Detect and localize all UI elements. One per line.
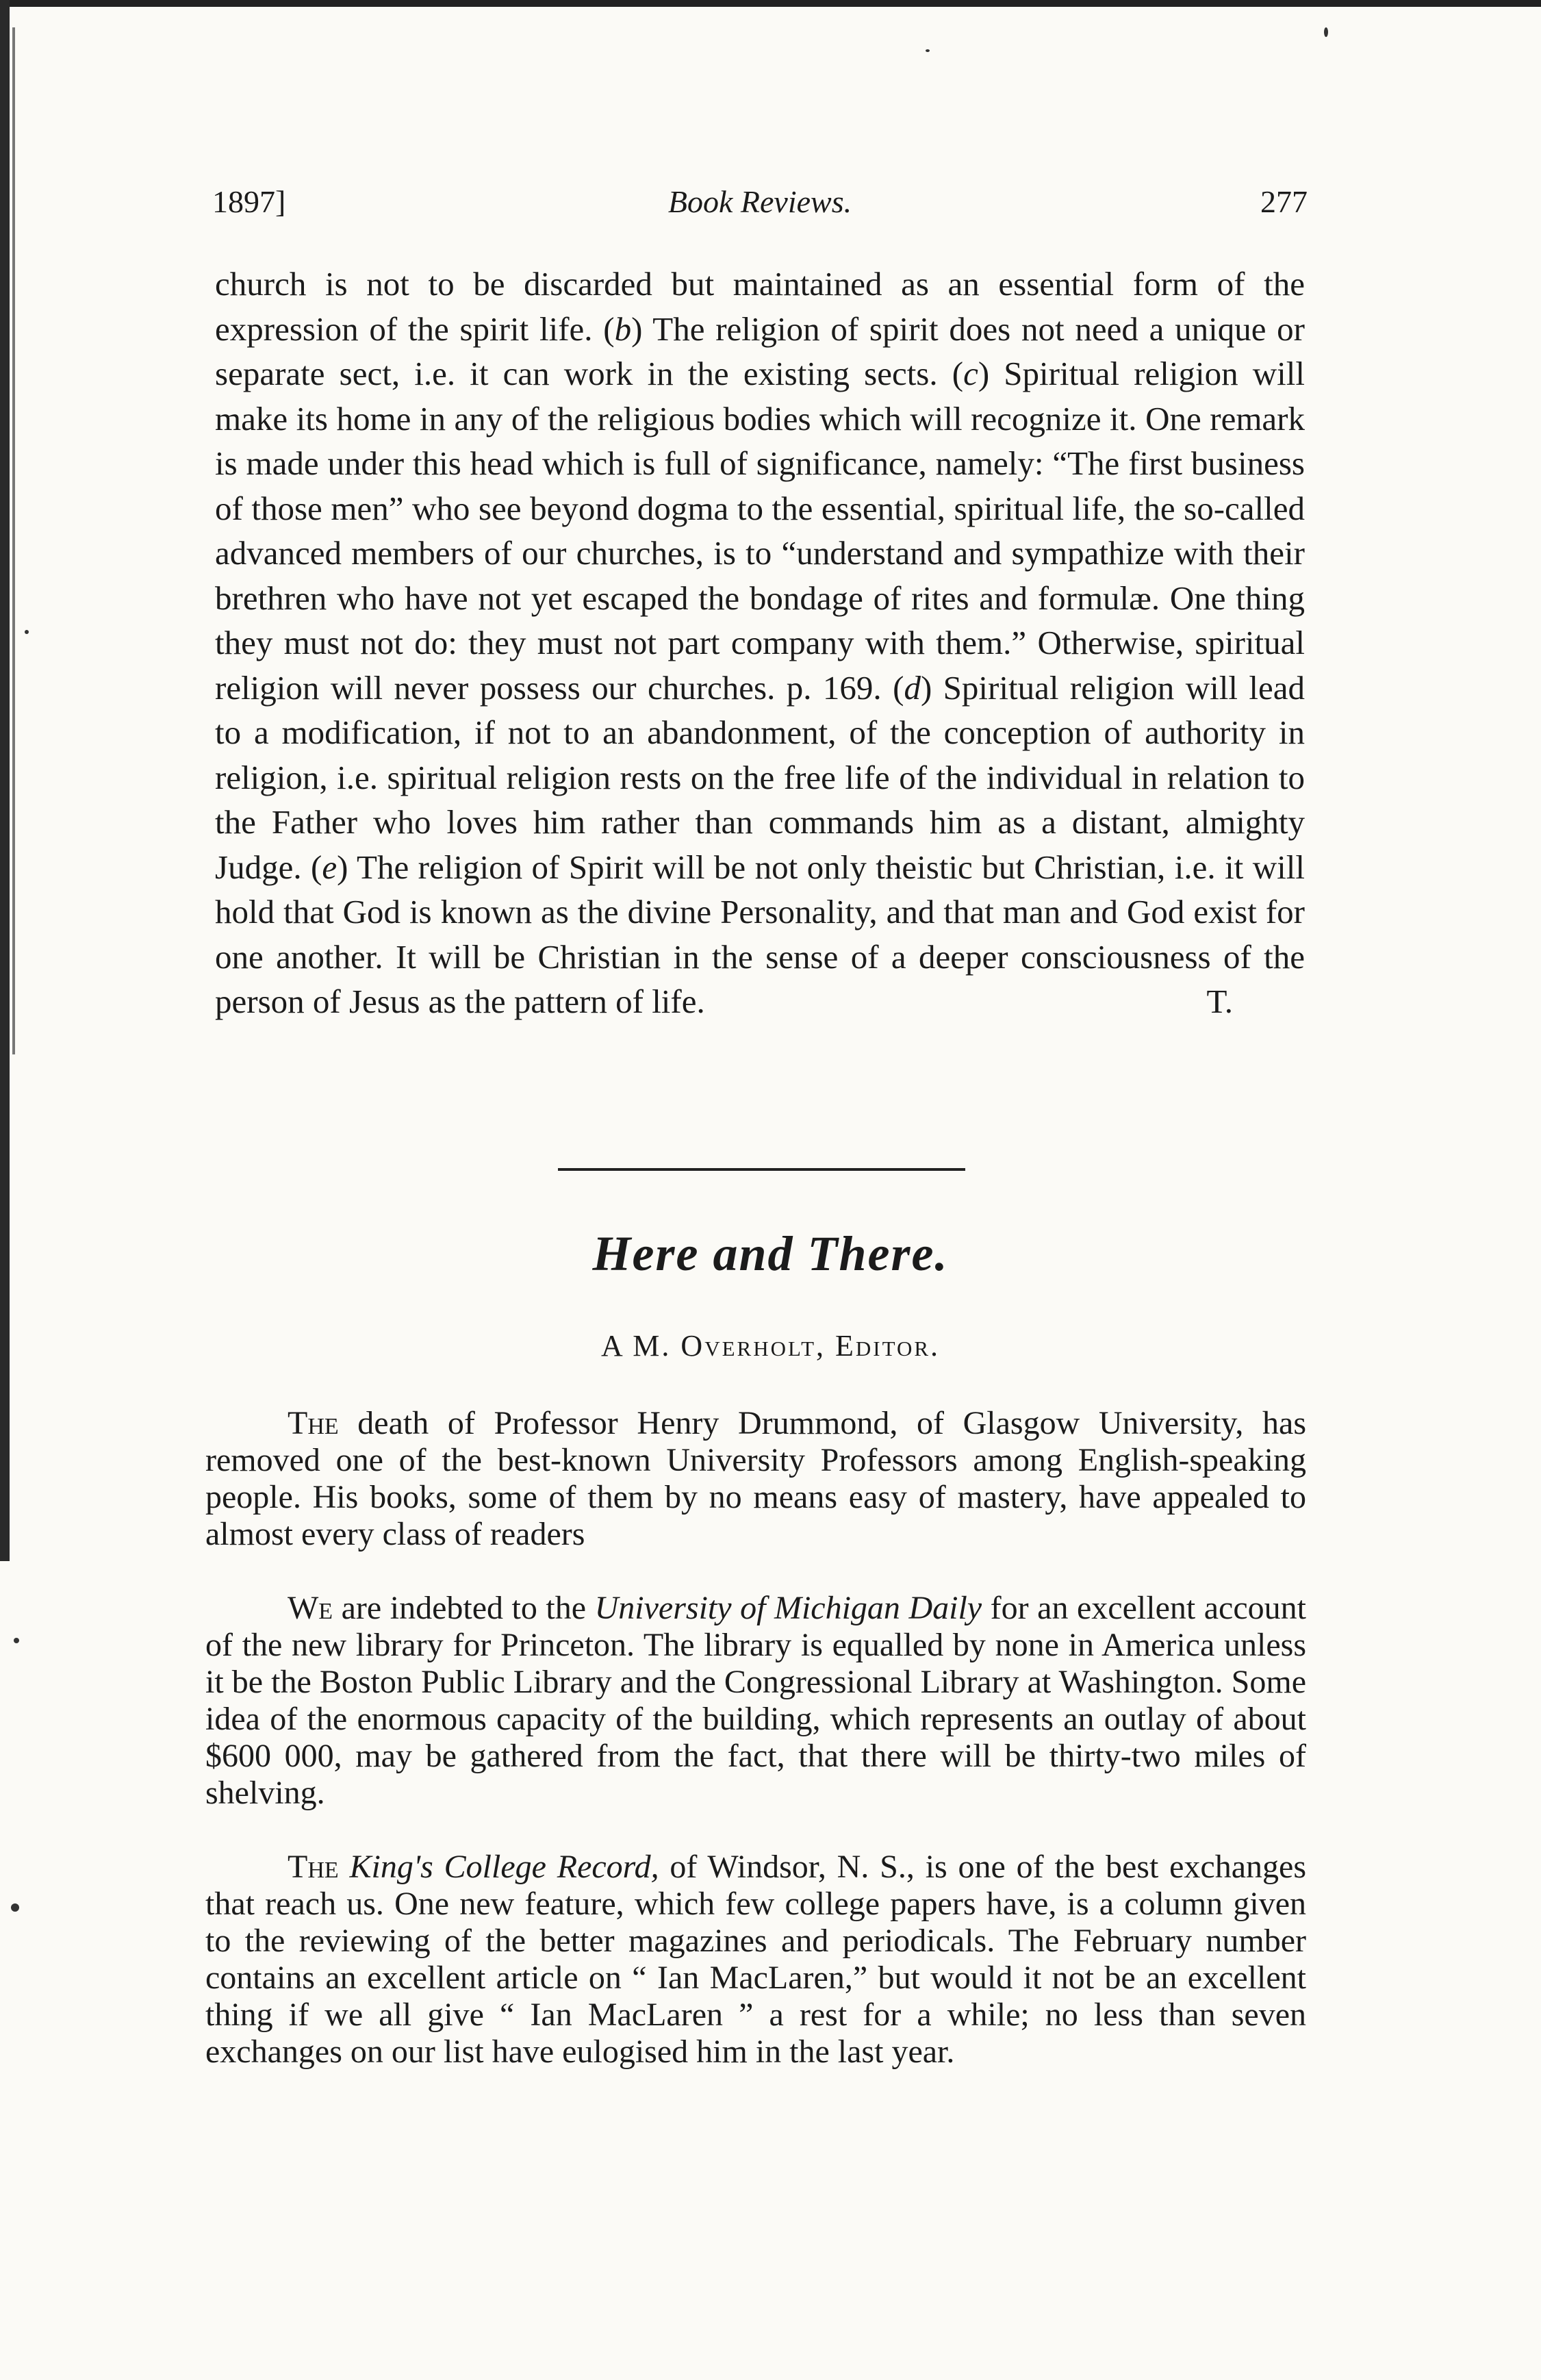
lead-word: The [288, 1405, 339, 1441]
list-marker: b [614, 309, 632, 348]
scan-edge-left [0, 0, 10, 1561]
reviewer-signature: T. [1206, 983, 1233, 1020]
scan-speck [14, 1638, 19, 1643]
running-header [212, 183, 1308, 231]
list-marker: c [963, 355, 978, 392]
book-review-text [215, 262, 1305, 1024]
item-text: of Windsor, N. S., is one of the best exchanges that reach us. One new feature, which few college papers have, is a column given to the reviewing of the better magazines and periodicals. The February number contains an excellent article on “ Ian MacLaren,” but would it not be an excellent thing if we all give “ Ian MacLaren ” a rest for a while; no less than seven exchanges on our list have eulogised him in the last year. [205, 1849, 1307, 2070]
scan-edge-top [0, 0, 1541, 7]
list-marker: e [322, 848, 338, 886]
news-item [205, 1590, 1306, 1812]
item-text: death of Professor Henry Drummond, of Glasgow University, has removed one of the best-known University Professors among English-speaking people. His books, some of them by no means easy of mastery, have appealed to almost every class of readers [205, 1405, 1306, 1552]
review-text: church is not to be discarded but maintained as an essential form of the expression of the spirit life. ( [215, 265, 1305, 348]
section-title: Here and There. [592, 1226, 949, 1281]
review-text: ) Spiritual religion will make its home in any of the religious bodies which will recognize it. One remark is made under this head which is full of significance, namely: “The first business of those men” who see beyond dogma to the essential, spiritual life, the so-called advanced members of our churches, is to “understand and sympathize with their brethren who have not yet escaped the bondage of rites and formulæ. One thing they must not do: they must not part company with them.” Otherwise, spiritual religion will never possess our churches. p. 169. ( [215, 355, 1305, 707]
section-divider [558, 1168, 965, 1171]
lead-word: The [288, 1849, 339, 1885]
news-items [205, 1405, 1306, 2107]
running-title: Book Reviews. [667, 184, 852, 219]
header-year: 1897] [212, 184, 286, 219]
review-text: ) The religion of Spirit will be not only theistic but Christian, i.e. it will hold that God is known as the divine Personality, and that man and God exist for one another. It will be Christian in the sense of a deeper consciousness of the person of Jesus as the pattern of life. [215, 848, 1305, 1020]
list-marker: d [904, 668, 921, 707]
scan-speck [926, 49, 930, 52]
page-number: 277 [1260, 184, 1308, 219]
review-text: ) Spiritual religion will lead to a modification, if not to an abandonment, of the conception of authority in religion, i.e. spiritual religion rests on the free life of the individual in relation to the Father who loves him rather than commands him as a distant, almighty Judge. ( [215, 668, 1305, 886]
review-paragraph [215, 262, 1305, 1024]
item-text: are indebted to the [333, 1590, 595, 1626]
publication-title: University of Michigan Daily [594, 1590, 982, 1626]
publication-title: King's College Record, [349, 1849, 659, 1885]
news-item [205, 1405, 1306, 1553]
news-item [205, 1849, 1306, 2071]
scan-speck [1324, 27, 1328, 37]
scan-speck [11, 1903, 19, 1912]
scan-edge-left-inner [12, 27, 15, 1054]
scan-speck [25, 630, 29, 634]
section-editor: A M. Overholt, Editor. [600, 1329, 941, 1363]
review-text: ) The religion of spirit does not need a unique or separate sect, i.e. it can work in the existing sects. ( [215, 309, 1306, 392]
lead-word: We [288, 1590, 333, 1626]
item-text: for an excellent account of the new library for Princeton. The library is equalled by none in America unless it be the Boston Public Library and the Congressional Library at Washington. Some idea of the enormous capacity of the building, which represents an outlay of about $600 000, may be gathered from the fact, that there will be thirty-two miles of shelving. [205, 1590, 1306, 1811]
